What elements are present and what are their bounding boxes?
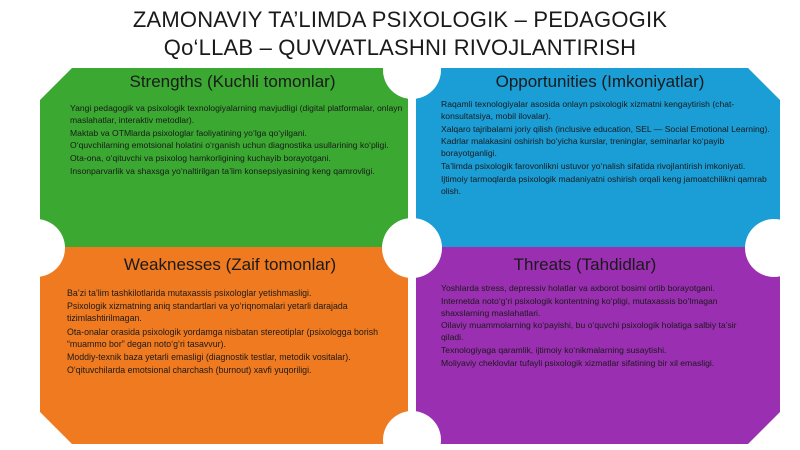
weaknesses-item: O‘qituvchilarda emotsional charchash (burnout) xavfi yuqoriligi.	[67, 365, 312, 376]
strengths-item: Insonparvarlik va shaxsga yo‘naltirilgan ta’lim konsepsiyasining keng qamrovligi.	[70, 165, 375, 176]
threats-list	[441, 283, 741, 371]
strengths-title: Strengths (Kuchli tomonlar)	[129, 72, 336, 91]
weaknesses-list	[67, 287, 405, 377]
threats-item: Yoshlarda stress, depressiv holatlar va axborot bosimi ortib borayotgani.	[441, 283, 715, 293]
threats-item: Moliyaviy cheklovlar tufayli psixologik xizmatlar sifatining bir xil emasligi.	[441, 357, 715, 368]
opportunities-item: Ijtimoiy tarmoqlarda psixologik madaniyatni oshirish orqali keng jamoatchilikni qamrab olish.	[441, 173, 767, 196]
opportunities-title: Opportunities (Imkoniyatlar)	[495, 72, 705, 91]
weaknesses-item: Psixologik xizmatning aniq standartlari va yo‘riqnomalari yetarli darajada tizimlashtirilmagan.	[67, 301, 348, 324]
opportunities-item: Raqamli texnologiyalar asosida onlayn psixologik xizmatni kengaytirish (chat-konsultatsiya, mobil ilovalar).	[441, 99, 735, 121]
threats-item: Texnologiyaga qaramlik, ijtimoiy ko‘nikmalarning susaytishi.	[441, 344, 667, 355]
diagram-title-line-1: ZAMONAVIY TA’LIMDA PSIXOLOGIK – PEDAGOGIK	[132, 7, 668, 32]
weaknesses-title: Weaknesses (Zaif tomonlar)	[123, 255, 337, 274]
strengths-item: O‘quvchilarning emotsional holatini o‘rganish uchun diagnostika usullarining ko‘pligi.	[70, 140, 389, 151]
weaknesses-item: Ba’zi ta’lim tashkilotlarida mutaxassis psixologlar yetishmasligi.	[67, 288, 312, 298]
diagram-title-line-2: Qo‘LLAB – QUVVATLASHNI RIVOJLANTIRISH	[163, 35, 637, 60]
opportunities-list	[441, 99, 773, 198]
strengths-item: Maktab va OTMlarda psixologlar faoliyatining yo‘lga qo‘yilgani.	[70, 127, 307, 138]
weaknesses-item: Ota-onalar orasida psixologik yordamga nisbatan stereotiplar (psixologga borish “muammo bor” degan noto‘g‘ri tasavvur).	[67, 326, 378, 349]
opportunities-item: Kadrlar malakasini oshirish bo‘yicha kurslar, treninglar, seminarlar ko‘payib borayotganligi.	[441, 136, 725, 159]
strengths-item: Yangi pedagogik va psixologik texnologiyalarning mavjudligi (digital platformalar, onlayn maslahatlar, interaktiv metodlar).	[70, 103, 403, 125]
threats-item: Oilaviy muammolarning ko‘payishi, bu o‘quvchi psixologik holatiga salbiy ta’sir qiladi.	[441, 320, 737, 343]
threats-title: Threats (Tahdidlar)	[513, 255, 657, 274]
strengths-item: Ota-ona, o‘qituvchi va psixolog hamkorligining kuchayib borayotgani.	[70, 153, 331, 164]
strengths-list	[70, 103, 406, 179]
threats-item: Internetda noto‘g‘ri psixologik kontentning ko‘pligi, mutaxassis bo‘lmagan shaxslarning maslahatlari.	[441, 295, 718, 318]
opportunities-item: Xalqaro tajribalarni joriy qilish (inclusive education, SEL — Social Emotional Learning).	[441, 123, 770, 134]
weaknesses-item: Moddiy-texnik baza yetarli emasligi (diagnostik testlar, metodik vositalar).	[67, 352, 351, 363]
opportunities-item: Ta’limda psixologik farovonlikni ustuvor yo‘nalish sifatida rivojlantirish imkoniyati.	[441, 160, 746, 171]
